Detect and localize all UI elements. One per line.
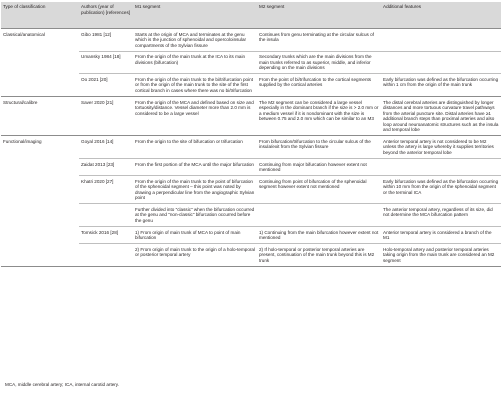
- author-cell: Zaidat 2013 [23]: [79, 158, 133, 175]
- author-cell: [79, 204, 133, 227]
- type-cell: Classical/anatomical: [1, 29, 79, 52]
- m2-cell: Secondary trunks which are the main divisions from the main trunks referred to as superior, middle, and inferior depending on the main divisions: [257, 51, 381, 74]
- header-additional: Additional features: [381, 2, 501, 29]
- author-cell: [79, 244, 133, 267]
- header-type: Type of classification: [1, 2, 79, 29]
- m2-cell: Continues from genu terminating at the circular sulcus of the insula: [257, 29, 381, 52]
- m1-cell: From the first portion of the MCA until the major bifurcation: [133, 158, 257, 175]
- table-row: [1, 29, 501, 52]
- m2-cell: Continuing from point of bifurcation of the sphenoidal segment however extent not mentioned: [257, 176, 381, 204]
- m1-cell: From the origin of the main trunk to the point of bifurcation of the sphenoidal segment – this point was noted by drawing a perpendicular line from the angiographic Sylvian point: [133, 176, 257, 204]
- additional-cell: [381, 51, 501, 74]
- type-cell: [1, 51, 79, 74]
- m1-cell: From the origin of the MCA and defined based on size and tortuosity/distance. Vessel diameter more than 2.0 mm is considered to be a large vessel: [133, 97, 257, 136]
- table-row: [1, 136, 501, 159]
- author-cell: Khatri 2020 [27]: [79, 176, 133, 204]
- table-row: [1, 204, 501, 227]
- header-authors: Authors (year of publication) [references]: [79, 2, 133, 29]
- m1-cell: Starts at the origin of MCA and terminates at the genu which is the junction of sphenoidal and opercoloinsular compartments of the Sylvian fissure: [133, 29, 257, 52]
- author-cell: Gibo 1981 [12]: [79, 29, 133, 52]
- additional-cell: Holo-temporal artery and posterior temporal arteries taking origin from the main trunk are considered an M2 segment: [381, 244, 501, 267]
- author-cell: Oo 2021 [20]: [79, 74, 133, 97]
- additional-cell: Early bifurcation was defined as the bifurcation occurring within 1 cm from the origin of the main trunk: [381, 74, 501, 97]
- author-cell: Umansky 1984 [18]: [79, 51, 133, 74]
- type-cell: [1, 74, 79, 97]
- type-cell: Functional/imaging: [1, 136, 79, 159]
- m1-cell: From the origin of the main trunk to the bi/trifurcation point or from the origin of the main trunk to the site of the first cortical branch in cases where there was no bi/trifurcation: [133, 74, 257, 97]
- type-cell: Structural/calibre: [1, 97, 79, 136]
- additional-cell: Anterior temporal artery is not considered to be M2 unless the artery is large whereby it supplies territories beyond the anterior temporal lobe: [381, 136, 501, 159]
- type-cell: [1, 158, 79, 175]
- table-row: [1, 74, 501, 97]
- m2-cell: [257, 204, 381, 227]
- table-row: [1, 227, 501, 244]
- table-row: [1, 158, 501, 175]
- header-m1: M1 segment: [133, 2, 257, 29]
- m1-cell: 2) From origin of main trunk to the origin of a holo-temporal or posterior temporal artery: [133, 244, 257, 267]
- m1-cell: 1) From origin of main trunk of MCA to point of main bifurcation: [133, 227, 257, 244]
- m2-cell: From bifurcation/trifurcation to the circular sulcus of the insula/exit from the Sylvian fissure: [257, 136, 381, 159]
- header-m2: M2 segment: [257, 2, 381, 29]
- additional-cell: The distal cerebral arteries are distinguished by longer distances and more tortuous curvature travel pathways from the arterial puncture site. Distal arteries have ≥1 additional branch steps than proximal arteries and also loop around neuroanatomic structures such as the insula and temporal lobe: [381, 97, 501, 136]
- table-row: [1, 176, 501, 204]
- table-row: [1, 51, 501, 74]
- classification-table: [1, 2, 501, 267]
- header-row: [1, 2, 501, 29]
- author-cell: Saver 2020 [21]: [79, 97, 133, 136]
- m2-cell: 2) If holo-temporal or posterior temporal arteries are present, continuation of the main trunk beyond this is M2 trunk: [257, 244, 381, 267]
- type-cell: [1, 227, 79, 244]
- additional-cell: Anterior temporal artery is considered a branch of the M1: [381, 227, 501, 244]
- table-row: [1, 244, 501, 267]
- m2-cell: The M2 segment can be considered a large vessel especially in the dominant branch if the size is > 2.0 mm or a medium vessel if it is nondominant with the size is between 0.75 and 2.0 mm which can be similar to an M3: [257, 97, 381, 136]
- m2-cell: 1) Continuing from the main bifurcation however extent not mentioned: [257, 227, 381, 244]
- m1-cell: From the origin to the site of bifurcation or trifurcation: [133, 136, 257, 159]
- additional-cell: [381, 158, 501, 175]
- type-cell: [1, 176, 79, 204]
- table-footnote: MCA, middle cerebral artery; ICA, internal carotid artery.: [5, 382, 120, 387]
- m2-cell: From the point of bi/trifurcation to the cortical segments supplied by the cortical arteries: [257, 74, 381, 97]
- m1-cell: From the origin of the main trunk at the ICA to its main divisions (bifurcation): [133, 51, 257, 74]
- author-cell: Tomsick 2016 [28]: [79, 227, 133, 244]
- type-cell: [1, 244, 79, 267]
- table-row: [1, 97, 501, 136]
- additional-cell: Early bifurcation was defined as the bifurcation occurring within 10 mm from the origin of the sphenoidal segment or the terminal ICA: [381, 176, 501, 204]
- additional-cell: The anterior temporal artery, regardless of its size, did not determine the MCA bifurcation pattern: [381, 204, 501, 227]
- additional-cell: [381, 29, 501, 52]
- m1-cell: Further divided into "classic" when the bifurcation occurred at the genu and "non-classic" bifurcation occurred before the genu: [133, 204, 257, 227]
- m2-cell: Continuing from major bifurcation however extent not mentioned: [257, 158, 381, 175]
- author-cell: Goyal 2016 [14]: [79, 136, 133, 159]
- type-cell: [1, 204, 79, 227]
